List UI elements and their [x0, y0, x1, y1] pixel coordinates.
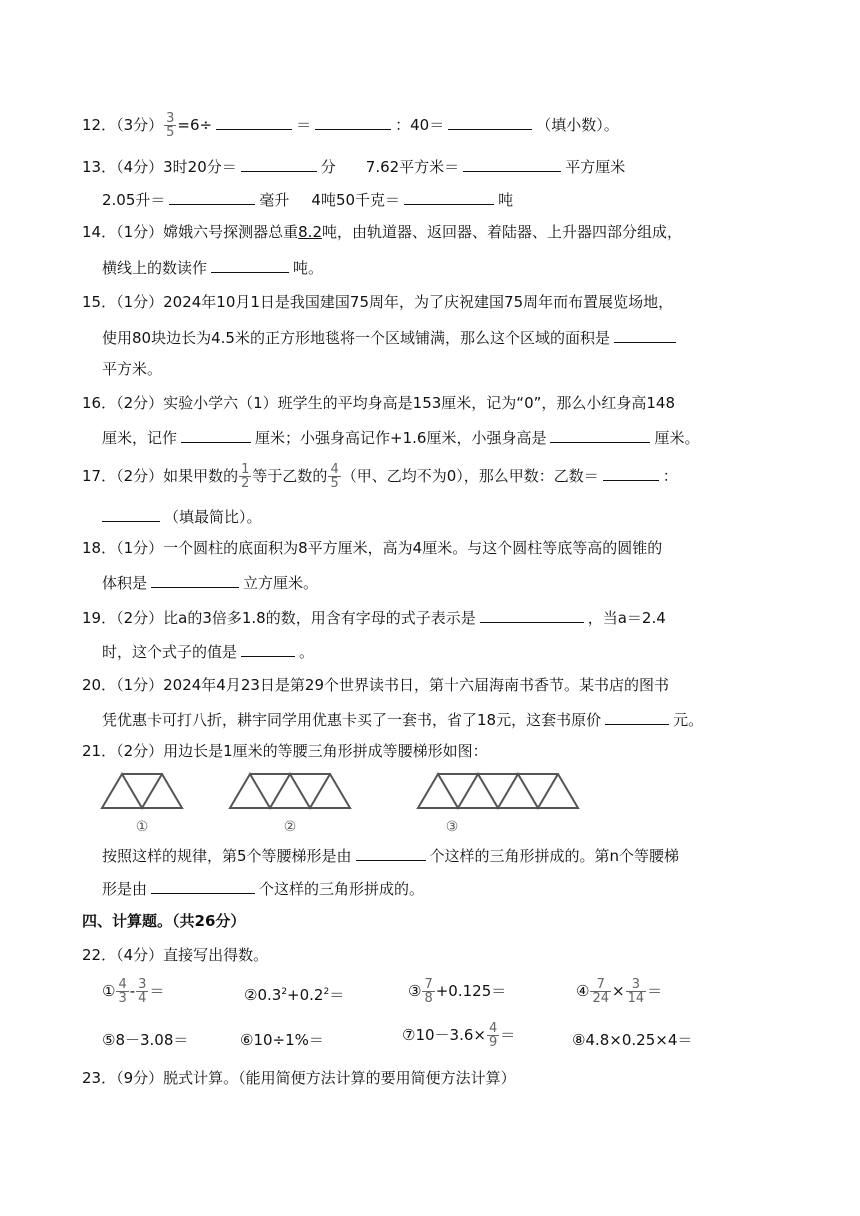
question-19-line1: 19．（2分）比a的3倍多1.8的数，用含有字母的式子表示是 ，当a＝2.4 — [82, 606, 666, 628]
figure-label-2: ② — [283, 819, 297, 835]
answer-blank[interactable] — [603, 464, 659, 481]
answer-blank[interactable] — [448, 113, 532, 130]
question-17-line1: 17．（2分）如果甲数的 $\frac{1}{2}$ 等于乙数的 $\frac{4}{5}$ （甲、乙均不为0），那么甲数：乙数＝ ： — [82, 462, 678, 491]
calc-item-4: ④ $\frac{7}{24}$ × $\frac{3}{14}$ ＝ — [576, 977, 663, 1006]
trapezoid-figure — [96, 770, 606, 836]
question-14-line2: 横线上的数读作 吨。 — [102, 256, 323, 278]
fraction: $\frac{7}{24}$ — [592, 977, 609, 1006]
figure-label-3: ③ — [445, 819, 459, 835]
answer-blank[interactable] — [151, 877, 255, 894]
calc-item-1: ① $\frac{4}{3}$ - $\frac{3}{4}$ ＝ — [102, 977, 165, 1006]
question-21-line1: 21．（2分）用边长是1厘米的等腰三角形拼成等腰梯形如图： — [82, 742, 488, 760]
answer-blank[interactable] — [181, 426, 251, 443]
question-15-line3: 平方米。 — [102, 360, 163, 378]
fraction: $\frac{3}{14}$ — [627, 977, 645, 1006]
trapezoid-2 — [230, 774, 350, 808]
question-16-line1: 16．（2分）实验小学六（1）班学生的平均身高是153厘米，记为“0”，那么小红身高148 — [82, 394, 676, 412]
fraction: $\frac{3}{5}$ — [166, 111, 175, 140]
question-23: 23．（9分）脱式计算。（能用简便方法计算的要用简便方法计算） — [82, 1069, 516, 1087]
question-20-line2: 凭优惠卡可打八折，耕宇同学用优惠卡买了一套书，省了18元，这套书原价 元。 — [102, 708, 703, 730]
question-15-line1: 15．（1分）2024年10月1日是我国建国75周年，为了庆祝建国75周年而布置展览场地， — [82, 293, 674, 311]
calc-item-2: $②0.3^2+0.2^2=$ — [244, 986, 345, 1004]
answer-blank[interactable] — [241, 155, 317, 172]
answer-blank[interactable] — [480, 606, 584, 623]
fraction: $\frac{1}{2}$ — [241, 462, 250, 491]
fraction: $\frac{4}{3}$ — [118, 977, 127, 1006]
underlined-value: 8.2 — [298, 223, 322, 241]
calc-item-3: ③ $\frac{7}{8}$ +0.125＝ — [408, 977, 507, 1006]
question-20-line1: 20．（1分）2024年4月23日是第29个世界读书日，第十六届海南书香节。某书店的图书 — [82, 676, 670, 694]
fraction: $\frac{7}{8}$ — [424, 977, 433, 1006]
question-19-line2: 时，这个式子的值是 。 — [102, 640, 314, 662]
figure-label-1: ① — [135, 819, 149, 835]
answer-blank[interactable] — [550, 426, 650, 443]
trapezoid-3 — [418, 774, 578, 808]
answer-blank[interactable] — [315, 113, 391, 130]
question-15-line2: 使用80块边长为4.5米的正方形地毯将一个区域铺满，那么这个区域的面积是 — [102, 326, 680, 348]
calc-item-5: ⑤8－3.08＝ — [102, 1031, 189, 1049]
question-18-line2: 体积是 立方厘米。 — [102, 571, 318, 593]
question-18-line1: 18．（1分）一个圆柱的底面积为8平方厘米，高为4厘米。与这个圆柱等底等高的圆锥的 — [82, 539, 663, 557]
question-22-heading: 22．（4分）直接写出得数。 — [82, 946, 269, 964]
answer-blank[interactable] — [241, 640, 295, 657]
question-14-line1: 14．（1分）嫦娥六号探测器总重8.2吨，由轨道器、返回器、着陆器、上升器四部分组成， — [82, 223, 683, 241]
fraction: $\frac{3}{4}$ — [138, 977, 147, 1006]
answer-blank[interactable] — [151, 571, 239, 588]
answer-blank[interactable] — [463, 155, 561, 172]
question-12: 12．（3分） $\frac{3}{5}$ =6÷ ＝ ：40＝ （填小数）。 — [82, 111, 619, 140]
calc-item-6: ⑥10÷1%＝ — [240, 1031, 324, 1049]
answer-blank[interactable] — [605, 708, 669, 725]
answer-blank[interactable] — [211, 256, 289, 273]
question-16-line2: 厘米，记作 厘米；小强身高记作+1.6厘米，小强身高是 厘米。 — [102, 426, 699, 448]
trapezoid-1 — [102, 774, 182, 808]
answer-blank[interactable] — [169, 188, 255, 205]
calc-item-8: ⑧4.8×0.25×4＝ — [572, 1031, 693, 1049]
question-21-line2: 按照这样的规律，第5个等腰梯形是由 个这样的三角形拼成的。第n个等腰梯 — [102, 844, 679, 866]
question-13-line2: 2.05升＝ 毫升 4吨50千克＝ 吨 — [102, 188, 513, 210]
calc-item-7: ⑦10－3.6× $\frac{4}{9}$ ＝ — [402, 1021, 516, 1050]
answer-blank[interactable] — [356, 844, 426, 861]
section-heading: 四、计算题。（共26分） — [82, 912, 246, 930]
question-13-line1: 13．（4分）3时20分＝ 分 7.62平方米＝ 平方厘米 — [82, 155, 625, 177]
question-21-line3: 形是由 个这样的三角形拼成的。 — [102, 877, 424, 899]
fraction: $\frac{4}{5}$ — [330, 462, 339, 491]
answer-blank[interactable] — [216, 113, 292, 130]
answer-blank[interactable] — [404, 188, 494, 205]
question-17-line2: （填最简比）。 — [102, 505, 262, 527]
fraction: $\frac{4}{9}$ — [488, 1021, 498, 1050]
answer-blank[interactable] — [614, 326, 676, 343]
answer-blank[interactable] — [102, 505, 160, 522]
